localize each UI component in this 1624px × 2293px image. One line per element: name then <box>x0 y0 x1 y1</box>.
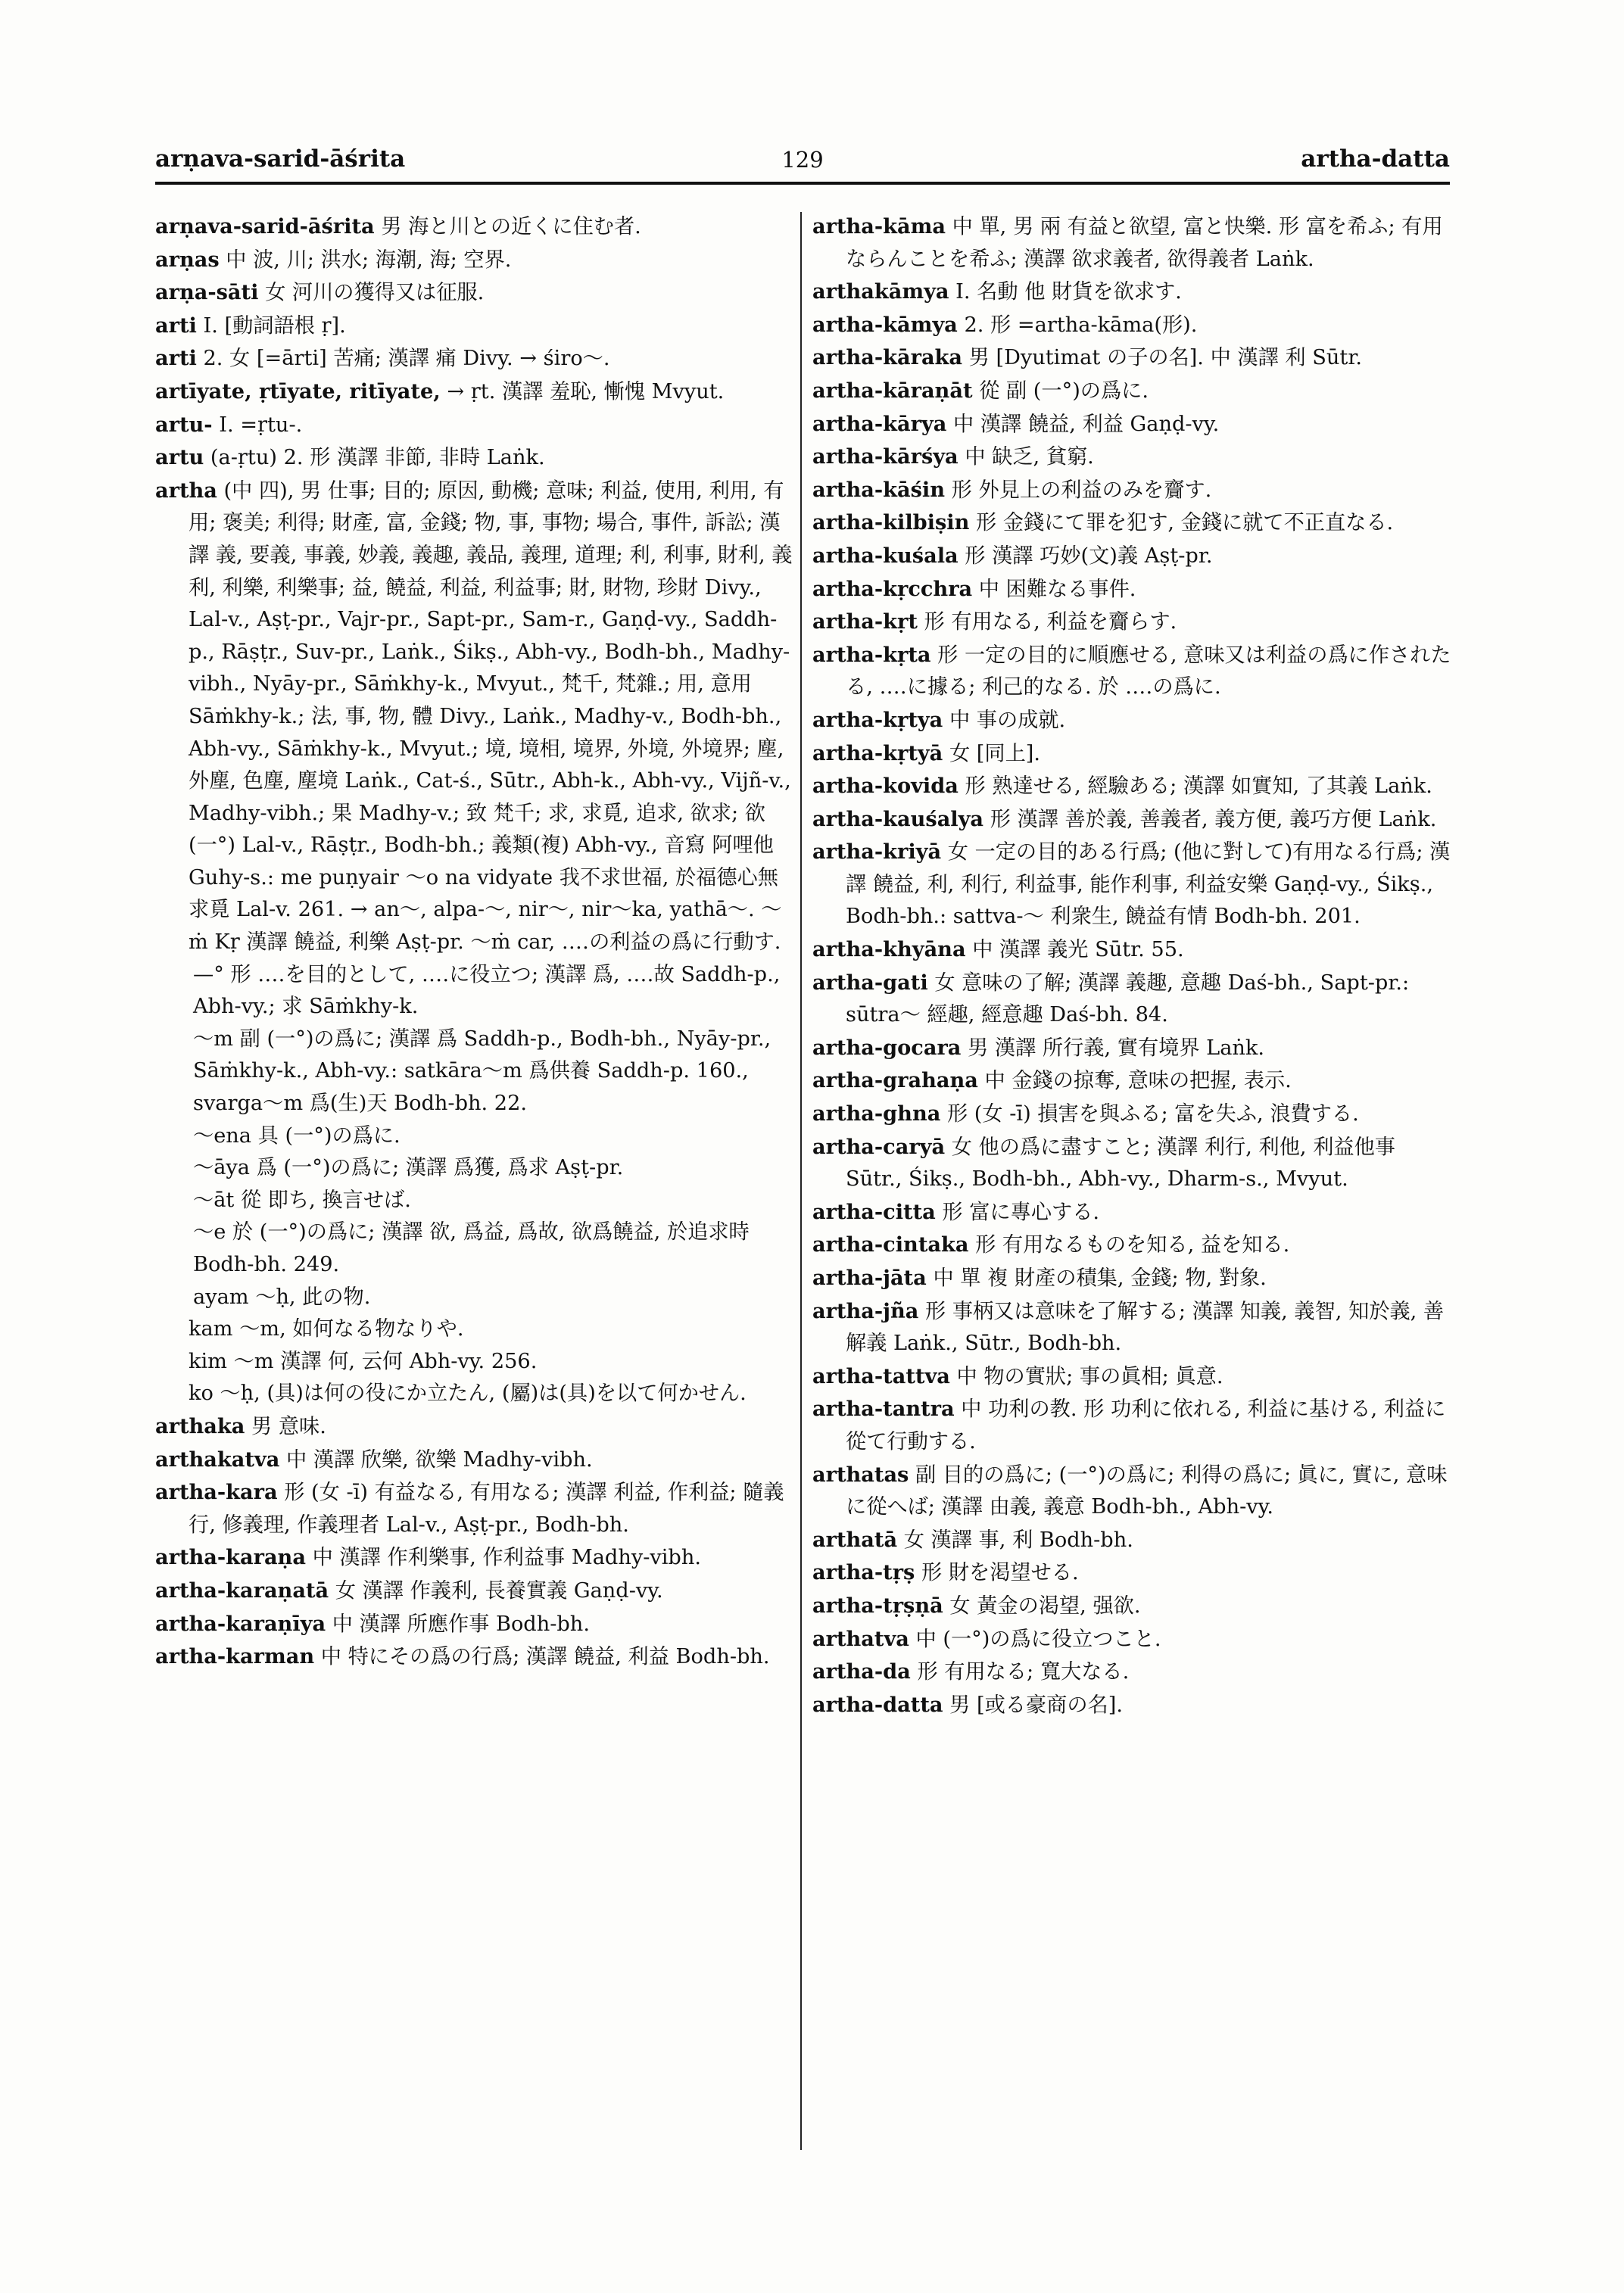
dictionary-entry <box>812 540 1453 573</box>
dictionary-entry <box>812 606 1453 639</box>
entry-headword: artha-kārya <box>812 411 947 436</box>
entry-definition: ～e 於 (一°)の爲に; 漢譯 欲, 爲益, 爲故, 欲爲饒益, 於追求時 Bodh-bh. 249. <box>193 1220 750 1276</box>
entry-headword: artha-kāma <box>812 214 946 238</box>
entry-headword: arthakatva <box>155 1447 280 1472</box>
entry-definition: I. [動詞語根 ṛ]. <box>196 313 346 338</box>
dictionary-entry <box>193 1217 796 1281</box>
dictionary-entry <box>155 1608 796 1641</box>
entry-definition: (中 四), 男 仕事; 目的; 原因, 動機; 意味; 利益, 使用, 利用, 有用; 褒美; 利得; 財產, 富, 金錢; 物, 事, 事物; 場合, 事件, 訴訟; 漢譯 義, 要義, 事義, 妙義, 義趣, 義品, 義理, 道理; 利, 利事, 財利, 義利, 利樂, 利樂事; 益, 饒益, 利益, 利益事; 財, 財物, 珍財 Divy., Lal-v., Aṣṭ-pr., Vajr-pr., Sapt-pr., Sam-r., Gaṇḍ-vy., Saddh-p., Rāṣṭr., Suv-pr., Laṅk., Śikṣ., Abh-vy., Bodh-bh., Madhy-vibh., Nyāy-pr., Sāṁkhy-k., Mvyut., 梵千, 梵雜.; 用, 意用 Sāṁkhy-k.; 法, 事, 物, 體 Divy., Laṅk., Madhy-v., Bodh-bh., Abh-vy., Sāṁkhy-k., Mvyut.; 境, 境相, 境界, 外境, 外境界; 塵, 外塵, 色塵, 塵境 Laṅk., Cat-ś., Sūtr., Abh-k., Abh-vy., Vijñ-v., Madhy-vibh.; 果 Madhy-v.; 致 梵千; 求, 求覓, 追求, 欲求; 欲(一°) Lal-v., Rāṣṭr., Bodh-bh.; 義類(複) Abh-vy., 音寫 阿哩他 Guhy-s.: me puṇyair ～o na vidyate 我不求世福, 於福德心無求覓 Lal-v. 261. → an～, alpa-～, nir～, nir～ka, yathā～. ～ṁ Kṛ 漢譯 饒益, 利樂 Aṣṭ-pr. ～ṁ car, ‥‥の利益の爲に行動す. <box>189 478 793 955</box>
dictionary-entry <box>193 1282 796 1314</box>
entry-definition: 女 意味の了解; 漢譯 義趣, 意趣 Daś-bh., Sapt-pr.: sūtra～ 經趣, 經意趣 Daś-bh. 84. <box>846 970 1410 1027</box>
running-header <box>155 142 1450 179</box>
dictionary-entry <box>812 704 1453 737</box>
entry-definition: 中 物の實狀; 事の眞相; 眞意. <box>949 1364 1223 1388</box>
entry-definition: 形 事柄又は意味を了解する; 漢譯 知義, 義智, 知於義, 善解義 Laṅk., Sūtr., Bodh-bh. <box>846 1299 1445 1356</box>
entry-headword: artha-khyāna <box>812 937 966 962</box>
entry-definition: ko ～ḥ, (具)は何の役にか立たん, (屬)は(具)を以て何かせん. <box>189 1382 747 1406</box>
entry-definition: 副 目的の爲に; (一°)の爲に; 利得の爲に; 眞に, 實に, 意味に從へば; 漢譯 由義, 義意 Bodh-bh., Abh-vy. <box>846 1463 1448 1519</box>
entry-headword: artha-karaṇatā <box>155 1578 329 1603</box>
entry-definition: 形 有用なる; 寬大なる. <box>910 1660 1130 1684</box>
entry-definition: 中 波, 川; 洪水; 海潮, 海; 空界. <box>219 248 512 272</box>
entry-headword: arti <box>155 313 197 338</box>
entry-headword: artha-caryā <box>812 1134 946 1159</box>
entry-definition: 中 漢譯 作利樂事, 作利益事 Madhy-vibh. <box>305 1546 701 1570</box>
entry-definition: ～m 副 (一°)の爲に; 漢譯 爲 Saddh-p., Bodh-bh., Nyāy-pr., Sāṁkhy-k., Abh-vy.: satkāra～m 爲供養 Saddh-p. 160., svarga～m 爲(生)天 Bodh-bh. 22. <box>193 1027 771 1116</box>
dictionary-entry <box>812 1131 1453 1196</box>
entry-headword: artha-karaṇīya <box>155 1611 326 1636</box>
dictionary-entry <box>812 933 1453 967</box>
entry-definition: ～ena 具 (一°)の爲に. <box>193 1123 401 1148</box>
entry-headword: artha-tattva <box>812 1363 950 1388</box>
entry-headword: artha-kāraṇāt <box>812 378 973 403</box>
dictionary-entry <box>155 475 796 959</box>
dictionary-entry <box>812 967 1453 1032</box>
entry-definition: 女 漢譯 事, 利 Bodh-bh. <box>897 1528 1133 1552</box>
entry-definition: 形 熟達せる, 經驗ある; 漢譯 如實知, 了其義 Laṅk. <box>958 774 1432 799</box>
entry-headword: artha-ghna <box>812 1101 941 1126</box>
entry-headword: artha-jāta <box>812 1266 927 1290</box>
entry-headword: artu <box>155 445 204 470</box>
entry-headword: artha-kṛt <box>812 609 918 634</box>
entry-headword: artha-jña <box>812 1298 919 1323</box>
dictionary-entry <box>812 1689 1453 1722</box>
entry-definition: 形 金錢にて罪を犯す, 金錢に就て不正直なる. <box>969 511 1394 535</box>
dictionary-entry <box>812 210 1453 276</box>
entry-headword: artha-kāmya <box>812 312 958 337</box>
entry-headword: artha-kṛta <box>812 642 931 667</box>
entry-definition: 中 單 複 財產の積集, 金錢; 物, 對象. <box>926 1266 1267 1290</box>
right-column <box>812 210 1453 2148</box>
dictionary-entry <box>812 341 1453 375</box>
entry-headword: artha-grahaṇa <box>812 1068 978 1093</box>
entry-headword: artha-gocara <box>812 1035 962 1060</box>
entry-definition: 從 副 (一°)の爲に. <box>972 379 1149 403</box>
dictionary-entry <box>812 1459 1453 1524</box>
entry-headword: arthatas <box>812 1462 909 1487</box>
entry-headword: artha-kilbiṣin <box>812 510 970 535</box>
dictionary-entry <box>812 276 1453 309</box>
entry-definition: 形 漢譯 善於義, 善義者, 義方便, 義巧方便 Laṅk. <box>983 807 1437 831</box>
entry-headword: artha-cintaka <box>812 1232 969 1257</box>
dictionary-entry <box>812 573 1453 606</box>
dictionary-entry <box>812 375 1453 408</box>
dictionary-entry <box>812 1393 1453 1458</box>
entry-headword: arṇava-sarid-āśrita <box>155 214 375 238</box>
header-right-guideword: artha-datta <box>1301 145 1450 173</box>
entry-headword: artha-gati <box>812 970 928 995</box>
dictionary-entry <box>193 1185 796 1217</box>
entry-definition: ayam ～ḥ, 此の物. <box>193 1285 371 1309</box>
entry-headword: arṇas <box>155 247 220 272</box>
entry-definition: 形 有用なる, 利益を齎らす. <box>917 610 1177 634</box>
entry-definition: kam ～m, 如何なる物なりや. <box>189 1317 464 1341</box>
entry-headword: artha-citta <box>812 1199 936 1224</box>
dictionary-entry <box>812 1295 1453 1360</box>
column-divider <box>800 212 802 2150</box>
dictionary-entry <box>812 1262 1453 1295</box>
dictionary-entry <box>812 1623 1453 1656</box>
entry-headword: arthatva <box>812 1626 909 1651</box>
dictionary-entry <box>812 1556 1453 1590</box>
entry-headword: artha-kuśala <box>812 543 959 568</box>
dictionary-entry <box>812 408 1453 441</box>
dictionary-entry <box>189 1313 796 1346</box>
entry-definition: (a-ṛtu) 2. 形 漢譯 非節, 非時 Laṅk. <box>204 446 545 470</box>
entry-headword: artha-kārśya <box>812 444 959 469</box>
dictionary-entry <box>155 1410 796 1444</box>
entry-definition: → ṛt. 漢譯 羞恥, 慚愧 Mvyut. <box>440 379 725 403</box>
entry-headword: artha <box>155 478 217 503</box>
entry-definition: ～āya 爲 (一°)の爲に; 漢譯 爲獲, 爲求 Aṣṭ-pr. <box>193 1156 624 1180</box>
entry-headword: artha-kāśin <box>812 477 946 502</box>
dictionary-entry <box>812 737 1453 771</box>
dictionary-entry <box>812 1098 1453 1131</box>
header-rule <box>155 182 1450 185</box>
dictionary-entry <box>155 210 796 244</box>
entry-definition: 中 金錢の掠奪, 意味の把握, 表示. <box>977 1069 1292 1093</box>
entry-headword: artha-karaṇa <box>155 1545 306 1570</box>
entry-definition: 中 單, 男 兩 有益と欲望, 富と快樂. 形 富を希ふ; 有用ならんことを希ふ; 漢譯 欲求義者, 欲得義者 Laṅk. <box>846 215 1443 271</box>
dictionary-entry <box>155 342 796 375</box>
entry-definition: I. =ṛtu-. <box>212 413 303 437</box>
entry-definition: 形 財を渇望せる. <box>915 1561 1079 1585</box>
dictionary-entry <box>193 1023 796 1120</box>
entry-definition: 中 漢譯 所應作事 Bodh-bh. <box>326 1612 590 1636</box>
dictionary-entry <box>812 1360 1453 1394</box>
entry-definition: 女 漢譯 作義利, 長養實義 Gaṇḍ-vy. <box>329 1578 663 1603</box>
dictionary-entry <box>155 409 796 442</box>
entry-headword: artha-kara <box>155 1480 278 1505</box>
entry-definition: 中 困難なる事件. <box>972 577 1136 601</box>
entry-headword: artha-tṛṣṇā <box>812 1593 943 1618</box>
dictionary-entry <box>812 1196 1453 1229</box>
dictionary-entry <box>155 441 796 475</box>
entry-headword: arthakāmya <box>812 279 949 304</box>
entry-definition: 中 功利の教. 形 功利に依れる, 利益に基ける, 利益に從て行動する. <box>846 1397 1446 1453</box>
dictionary-entry <box>812 1064 1453 1098</box>
dictionary-entry <box>155 1476 796 1541</box>
entry-definition: 形 (女 -ī) 損害を與ふる; 富を失ふ, 浪費する. <box>940 1102 1359 1126</box>
entry-headword: artha-datta <box>812 1692 943 1717</box>
entry-headword: artha-kāraka <box>812 345 963 370</box>
dictionary-entry <box>812 836 1453 933</box>
entry-headword: artha-da <box>812 1659 911 1684</box>
dictionary-entry <box>155 310 796 343</box>
entry-definition: 形 有用なるものを知る, 益を知る. <box>968 1233 1290 1257</box>
entry-definition: 中 漢譯 饒益, 利益 Gaṇḍ-vy. <box>946 412 1220 436</box>
entry-headword: arti <box>155 346 197 371</box>
entry-definition: 女 [同上]. <box>943 741 1041 765</box>
dictionary-entry <box>812 639 1453 704</box>
dictionary-entry <box>812 441 1453 474</box>
entry-definition: 形 (女 -ī) 有益なる, 有用なる; 漢譯 利益, 作利益; 隨義行, 修義理, 作義理者 Lal-v., Aṣṭ-pr., Bodh-bh. <box>189 1481 784 1537</box>
dictionary-entry <box>812 1524 1453 1557</box>
dictionary-entry <box>155 1640 796 1674</box>
entry-definition: 中 事の成就. <box>943 708 1066 732</box>
entry-headword: artha-kṛcchra <box>812 576 973 601</box>
entry-definition: 中 漢譯 義光 Sūtr. 55. <box>965 938 1184 962</box>
dictionary-entry <box>155 244 796 277</box>
dictionary-entry <box>193 1152 796 1185</box>
entry-headword: arthatā <box>812 1527 898 1552</box>
entry-headword: artha-kṛtya <box>812 707 943 732</box>
entry-definition: 形 富に專心する. <box>935 1200 1100 1224</box>
dictionary-entry <box>193 1120 796 1153</box>
left-column <box>155 210 796 2148</box>
dictionary-entry <box>189 1378 796 1410</box>
entry-definition: 男 漢譯 所行義, 實有境界 Laṅk. <box>961 1036 1265 1060</box>
entry-definition: 女 河川の獲得又は征服. <box>258 281 485 305</box>
entry-definition: 形 一定の目的に順應せる, 意味又は利益の爲に作されたる, ‥‥に據る; 利己的なる. 於 ‥‥の爲に. <box>846 643 1451 699</box>
entry-definition: 中 (一°)の爲に役立つこと. <box>909 1627 1161 1651</box>
entry-definition: 形 外見上の利益のみを齎す. <box>945 478 1212 502</box>
header-left-guideword: arṇava-sarid-āśrita <box>155 145 406 173</box>
dictionary-entry <box>189 1346 796 1379</box>
entry-definition: 形 漢譯 巧妙(文)義 Aṣṭ-pr. <box>958 544 1213 568</box>
entry-headword: artha-kauśalya <box>812 806 984 831</box>
entry-definition: 女 黃金の渇望, 强欲. <box>943 1594 1141 1618</box>
entry-definition: 中 漢譯 欣樂, 欲樂 Madhy-vibh. <box>279 1447 593 1472</box>
entry-definition: kim ～m 漢譯 何, 云何 Abh-vy. 256. <box>189 1349 538 1373</box>
page-number: 129 <box>781 147 824 173</box>
entry-definition: 2. 形 =artha-kāma(形). <box>957 313 1198 337</box>
dictionary-entry <box>812 1032 1453 1065</box>
dictionary-entry <box>155 1444 796 1477</box>
entry-definition: 中 特にその爲の行爲; 漢譯 饒益, 利益 Bodh-bh. <box>314 1645 770 1669</box>
dictionary-entry <box>155 1575 796 1608</box>
entry-definition: 男 [或る豪商の名]. <box>943 1693 1123 1717</box>
entry-headword: artu- <box>155 412 213 437</box>
entry-headword: arthaka <box>155 1413 245 1438</box>
entry-definition: 女 他の爲に盡すこと; 漢譯 利行, 利他, 利益他事 Sūtr., Śikṣ., Bodh-bh., Abh-vy., Dharm-s., Mvyut. <box>846 1135 1395 1192</box>
dictionary-entry <box>155 276 796 310</box>
dictionary-entry <box>812 1590 1453 1623</box>
entry-headword: artha-kovida <box>812 774 959 799</box>
entry-headword: artīyate, ṛtīyate, ritīyate, <box>155 379 441 403</box>
entry-headword: artha-karman <box>155 1644 315 1669</box>
entry-headword: artha-tantra <box>812 1397 955 1422</box>
entry-definition: 男 [Dyutimat の子の名]. 中 漢譯 利 Sūtr. <box>962 346 1362 370</box>
dictionary-entry <box>812 474 1453 507</box>
entry-definition: —° 形 ‥‥を目的として, ‥‥に役立つ; 漢譯 爲, ‥‥故 Saddh-p., Abh-vy.; 求 Sāṁkhy-k. <box>193 962 781 1019</box>
entry-definition: ～āt 從 即ち, 換言せば. <box>193 1188 411 1212</box>
entry-definition: 2. 女 [=ārti] 苦痛; 漢譯 痛 Divy. → śiro～. <box>196 347 610 371</box>
entry-definition: I. 名動 他 財貨を欲求す. <box>949 280 1182 304</box>
dictionary-entry <box>812 1656 1453 1689</box>
entry-definition: 女 一定の目的ある行爲; (他に對して)有用なる行爲; 漢譯 饒益, 利, 利行, 利益事, 能作利事, 利益安樂 Gaṇḍ-vy., Śikṣ., Bodh-bh.: sattva-～ 利衆生, 饒益有情 Bodh-bh. 201. <box>846 840 1451 929</box>
dictionary-entry <box>193 959 796 1023</box>
entry-headword: artha-kṛtyā <box>812 740 943 765</box>
entry-headword: artha-kriyā <box>812 840 942 865</box>
dictionary-entry <box>812 506 1453 540</box>
entry-headword: arṇa-sāti <box>155 280 259 305</box>
entry-headword: artha-tṛṣ <box>812 1560 915 1585</box>
entry-definition: 中 缺乏, 貧窮. <box>958 445 1094 469</box>
entry-definition: 男 海と川との近くに住む者. <box>374 215 641 238</box>
dictionary-entry <box>812 770 1453 803</box>
dictionary-entry <box>812 309 1453 342</box>
dictionary-entry <box>812 1229 1453 1262</box>
dictionary-entry <box>155 1541 796 1575</box>
dictionary-entry <box>155 375 796 409</box>
dictionary-entry <box>812 803 1453 837</box>
entry-definition: 男 意味. <box>245 1414 326 1438</box>
